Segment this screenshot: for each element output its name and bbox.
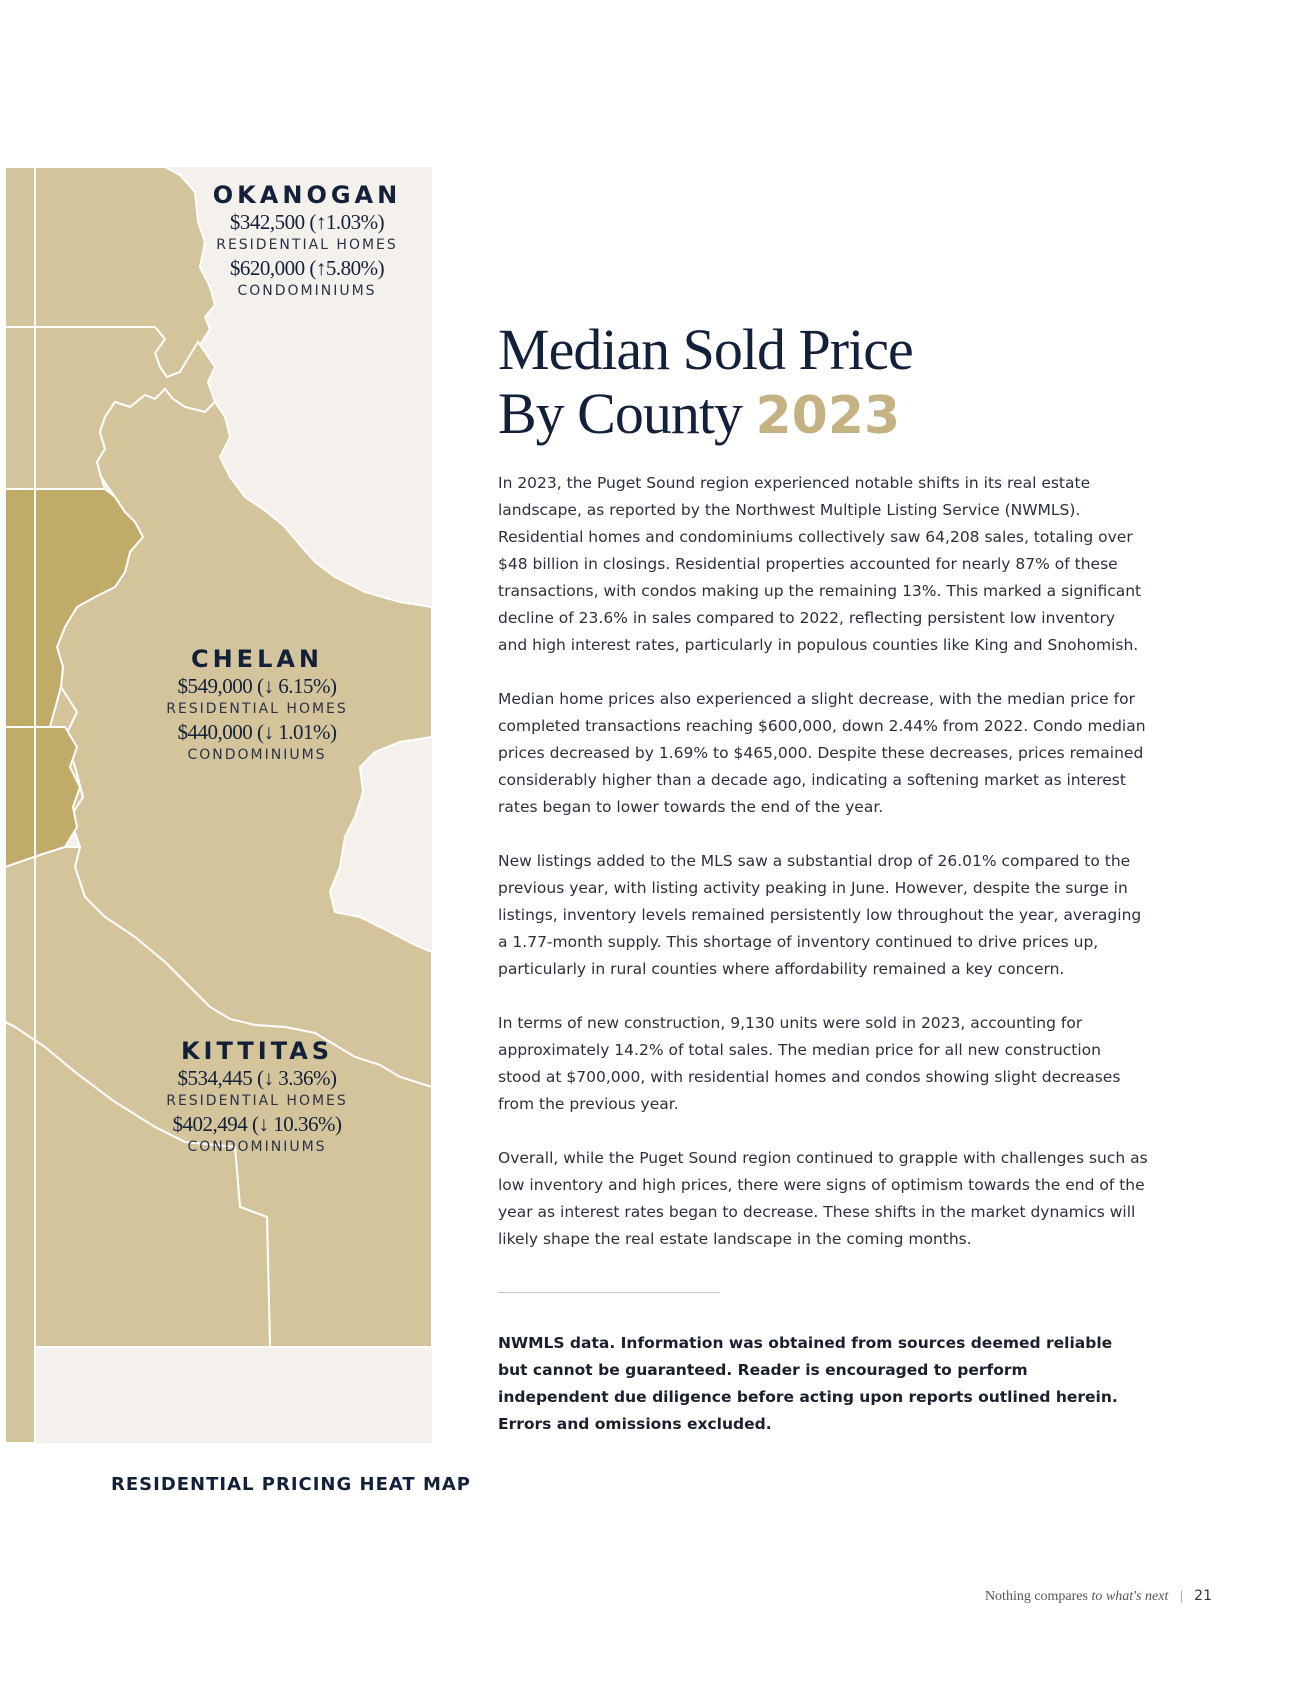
title-line-2 — [498, 382, 1218, 448]
county-name: OKANOGAN — [212, 181, 402, 209]
condo-label: CONDOMINIUMS — [187, 1139, 327, 1155]
condo-label: CONDOMINIUMS — [187, 747, 327, 763]
residential-price-value: $549,000 — [177, 674, 253, 698]
residential-price — [147, 209, 432, 235]
county-name: CHELAN — [190, 645, 324, 673]
condo-price — [97, 1111, 417, 1137]
residential-price-value: $534,445 — [177, 1066, 253, 1090]
residential-label: RESIDENTIAL HOMES — [166, 701, 348, 717]
condo-price — [97, 719, 417, 745]
footer-tagline: Nothing compares — [984, 1589, 1088, 1604]
disclaimer — [498, 1330, 1138, 1438]
county-heat-map — [5, 167, 432, 1443]
residential-price-change: (↑1.03%) — [309, 210, 385, 234]
footer-separator: | — [1179, 1589, 1183, 1604]
condo-price-change: (↓ 10.36%) — [252, 1112, 342, 1136]
condo-label: CONDOMINIUMS — [237, 283, 377, 299]
residential-price — [97, 673, 417, 699]
map-caption: RESIDENTIAL PRICING HEAT MAP — [111, 1474, 471, 1495]
map-graphic — [5, 167, 432, 1443]
condo-price-value: $620,000 — [229, 256, 305, 280]
title-line-1: Median Sold Price — [498, 317, 913, 382]
residential-price-change: (↓ 3.36%) — [257, 1066, 337, 1090]
footer-tagline-italic: to what's next — [1091, 1589, 1169, 1604]
page-number: 21 — [1194, 1588, 1212, 1604]
residential-label: RESIDENTIAL HOMES — [216, 237, 398, 253]
county-label-kittitas — [97, 1037, 417, 1157]
residential-price-change: (↓ 6.15%) — [257, 674, 337, 698]
title-line-2-text: By County — [498, 381, 742, 446]
residential-price — [97, 1065, 417, 1091]
paragraph: In terms of new construction, 9,130 units were sold in 2023, accounting for approximately 14.2% of total sales. The median price for all new construction stood at $700,000, with residential homes and condos showing slight decreases from the previous year. — [498, 1014, 1121, 1113]
article-body — [498, 470, 1148, 1280]
divider — [498, 1292, 720, 1293]
county-label-okanogan — [147, 181, 432, 301]
condo-price-change: (↓ 1.01%) — [257, 720, 337, 744]
paragraph: New listings added to the MLS saw a substantial drop of 26.01% compared to the previous year, with listing activity peaking in June. However, despite the surge in listings, inventory levels remained persistently low throughout the year, averaging a 1.77-month supply. This shortage of inventory continued to drive prices up, particularly in rural counties where affordability remained a key concern. — [498, 852, 1142, 978]
paragraph: In 2023, the Puget Sound region experienced notable shifts in its real estate landscape, as reported by the Northwest Multiple Listing Service (NWMLS). Residential homes and condominiums collectively saw 64,208 sales, totaling over $48 billion in closings. Residential properties accounted for nearly 87% of these transactions, with condos making up the remaining 13%. This marked a significant decline of 23.6% in sales compared to 2022, reflecting persistent low inventory and high interest rates, particularly in populous counties like King and Snohomish. — [498, 474, 1142, 654]
condo-price-value: $440,000 — [177, 720, 253, 744]
county-name: KITTITAS — [180, 1037, 334, 1065]
disclaimer-line: NWMLS data. Information was obtained from sources deemed reliable but cannot be guaranteed. Reader is encouraged to perform independent due diligence before acting upon reports outlined herein. — [498, 1334, 1118, 1406]
paragraph: Overall, while the Puget Sound region continued to grapple with challenges such as low inventory and high prices, there were signs of optimism towards the end of the year as interest rates began to decrease. These shifts in the market dynamics will likely shape the real estate landscape in the coming months. — [498, 1149, 1148, 1248]
condo-price-value: $402,494 — [172, 1112, 248, 1136]
disclaimer-line: Errors and omissions excluded. — [498, 1415, 772, 1433]
condo-price — [147, 255, 432, 281]
paragraph: Median home prices also experienced a slight decrease, with the median price for completed transactions reaching $600,000, down 2.44% from 2022. Condo median prices decreased by 1.69% to $465,000. Despite these decreases, prices remained considerably higher than a decade ago, indicating a softening market as interest rates began to lower towards the end of the year. — [498, 690, 1146, 816]
county-label-chelan — [97, 645, 417, 765]
page-footer — [985, 1588, 1212, 1605]
residential-price-value: $342,500 — [229, 210, 305, 234]
condo-price-change: (↑5.80%) — [309, 256, 385, 280]
title-year: 2023 — [755, 386, 901, 446]
page-title — [498, 318, 1218, 448]
residential-label: RESIDENTIAL HOMES — [166, 1093, 348, 1109]
